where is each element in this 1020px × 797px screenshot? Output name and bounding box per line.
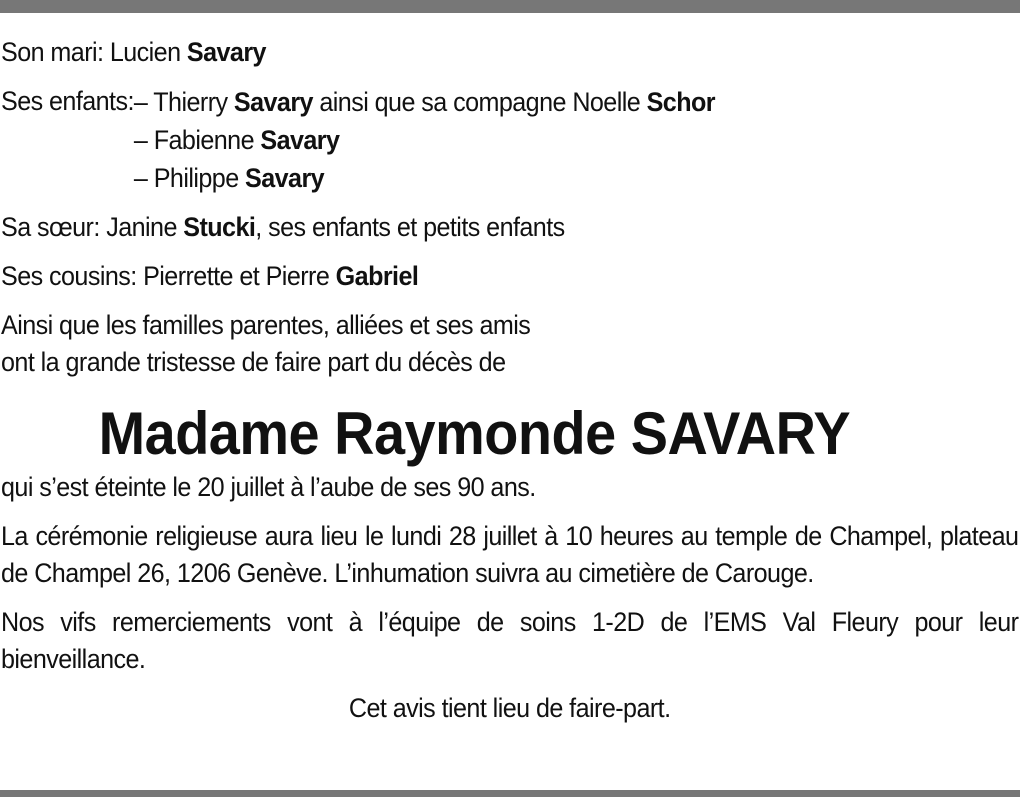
child-partner-surname: Schor bbox=[646, 87, 715, 117]
ceremony-paragraph: La cérémonie religieuse aura lieu le lundi 28 juillet à 10 heures au temple de Champel, plateau de Champel 26, 1206 Genève. L’inhumation suivra au cimetière de Carouge. bbox=[1, 521, 1019, 588]
children-list bbox=[134, 83, 715, 197]
husband-line bbox=[1, 34, 948, 71]
child-item bbox=[134, 83, 715, 121]
cousins-label: Ses cousins: Pierrette et Pierre bbox=[1, 261, 336, 291]
announcement-line-2: ont la grande tristesse de faire part du décès de bbox=[1, 347, 506, 377]
death-info: qui s’est éteinte le 20 juillet à l’aube de ses 90 ans. bbox=[1, 472, 536, 502]
child-first-name: – Philippe bbox=[133, 163, 246, 193]
closing-line: Cet avis tient lieu de faire-part. bbox=[348, 693, 671, 723]
announcement-line-1: Ainsi que les familles parentes, alliées et ses amis bbox=[1, 310, 531, 340]
sister-line bbox=[1, 209, 948, 246]
child-item bbox=[134, 121, 715, 159]
husband-surname: Savary bbox=[186, 37, 266, 67]
top-rule bbox=[0, 0, 1020, 13]
child-first-name: – Thierry bbox=[133, 87, 234, 117]
child-partner-text: ainsi que sa compagne Noelle bbox=[312, 87, 647, 117]
announcement bbox=[1, 307, 948, 381]
children-block bbox=[1, 83, 948, 197]
sister-label: Sa sœur: Janine bbox=[1, 212, 184, 242]
bottom-rule bbox=[0, 790, 1020, 797]
children-label: Ses enfants: bbox=[1, 86, 134, 116]
child-surname: Savary bbox=[260, 125, 340, 155]
husband-label: Son mari: Lucien bbox=[1, 37, 187, 67]
child-item bbox=[134, 159, 715, 197]
thanks-paragraph: Nos vifs remerciements vont à l’équipe de soins 1-2D de l’EMS Val Fleury pour leur bienveillance. bbox=[1, 607, 1019, 674]
sister-suffix: , ses enfants et petits enfants bbox=[255, 212, 565, 242]
cousins-line bbox=[1, 258, 948, 295]
child-surname: Savary bbox=[233, 87, 313, 117]
child-first-name: – Fabienne bbox=[133, 125, 261, 155]
cousins-surname: Gabriel bbox=[335, 261, 419, 291]
obituary-notice bbox=[1, 34, 1019, 727]
sister-surname: Stucki bbox=[183, 212, 256, 242]
deceased-name: Madame Raymonde SAVARY bbox=[98, 400, 851, 467]
child-surname: Savary bbox=[245, 163, 325, 193]
